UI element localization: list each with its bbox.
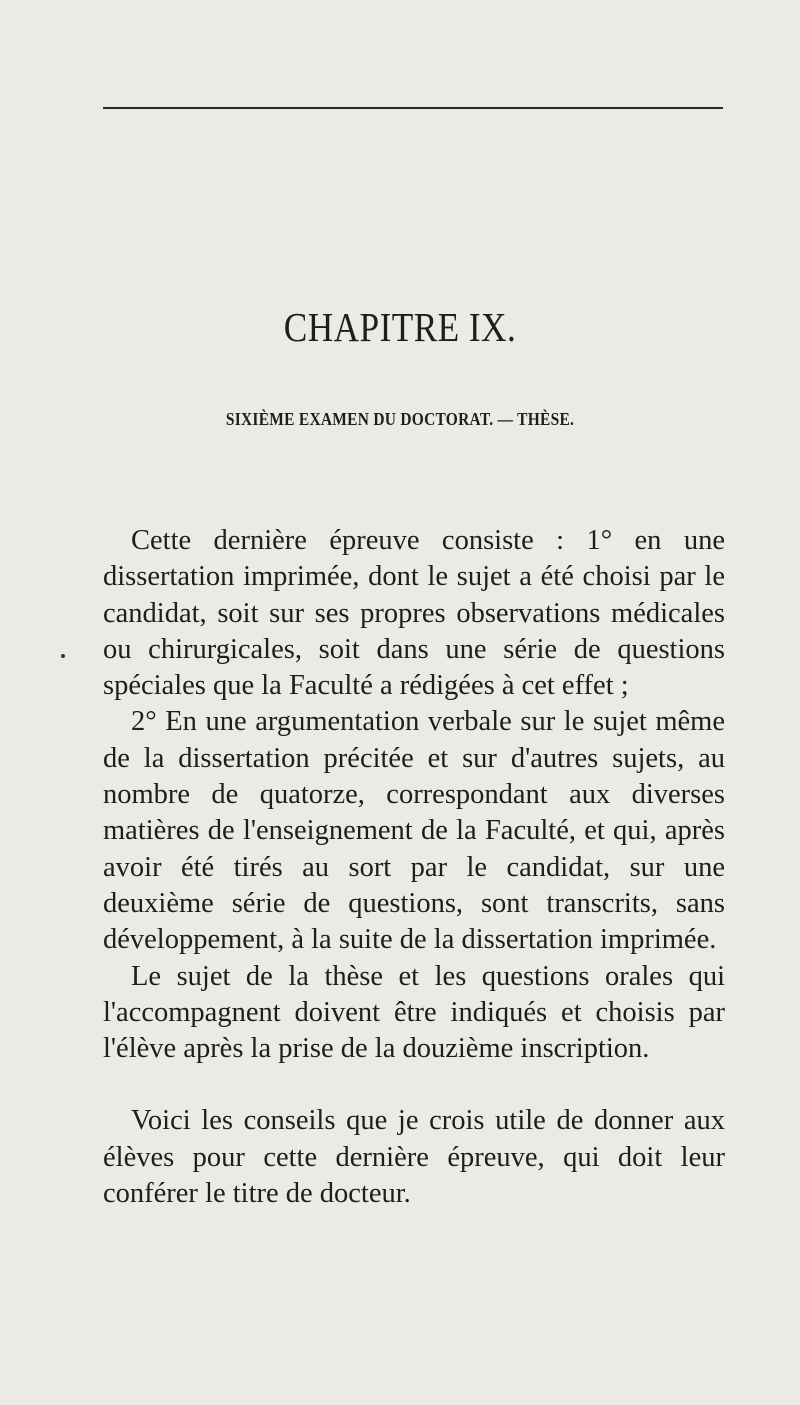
paragraph-4: Voici les conseils que je crois utile de donner aux élèves pour cette dernière épreuve, qui doit leur conférer le titre de docteur. <box>103 1105 725 1210</box>
body-text <box>103 523 725 1212</box>
paragraph-3: Le sujet de la thèse et les questions orales qui l'accompagnent doivent être indiqués et choisis par l'élève après la prise de la douzième inscription. <box>103 960 725 1065</box>
chapter-subtitle: SIXIÈME EXAMEN DU DOCTORAT. — THÈSE. <box>225 409 575 429</box>
paragraph-1: Cette dernière épreuve consiste : 1° en une dissertation imprimée, dont le sujet a été choisi par le candidat, soit sur ses propres observations médicales ou chirurgicales, soit dans une série de questions spéciales que la Faculté a rédigées à cet effet ; <box>103 525 725 702</box>
header-rule <box>103 107 723 109</box>
chapter-title: CHAPITRE IX. <box>283 304 517 350</box>
paragraph-2: 2° En une argumentation verbale sur le sujet même de la dissertation précitée et sur d'autres sujets, au nombre de quatorze, correspondant aux diverses matières de l'enseignement de la Faculté, et qui, après avoir été tirés au sort par le candidat, sur une deuxième série de questions, sont transcrits, sans développement, à la suite de la dissertation imprimée. <box>103 706 725 956</box>
margin-mark <box>61 654 65 658</box>
